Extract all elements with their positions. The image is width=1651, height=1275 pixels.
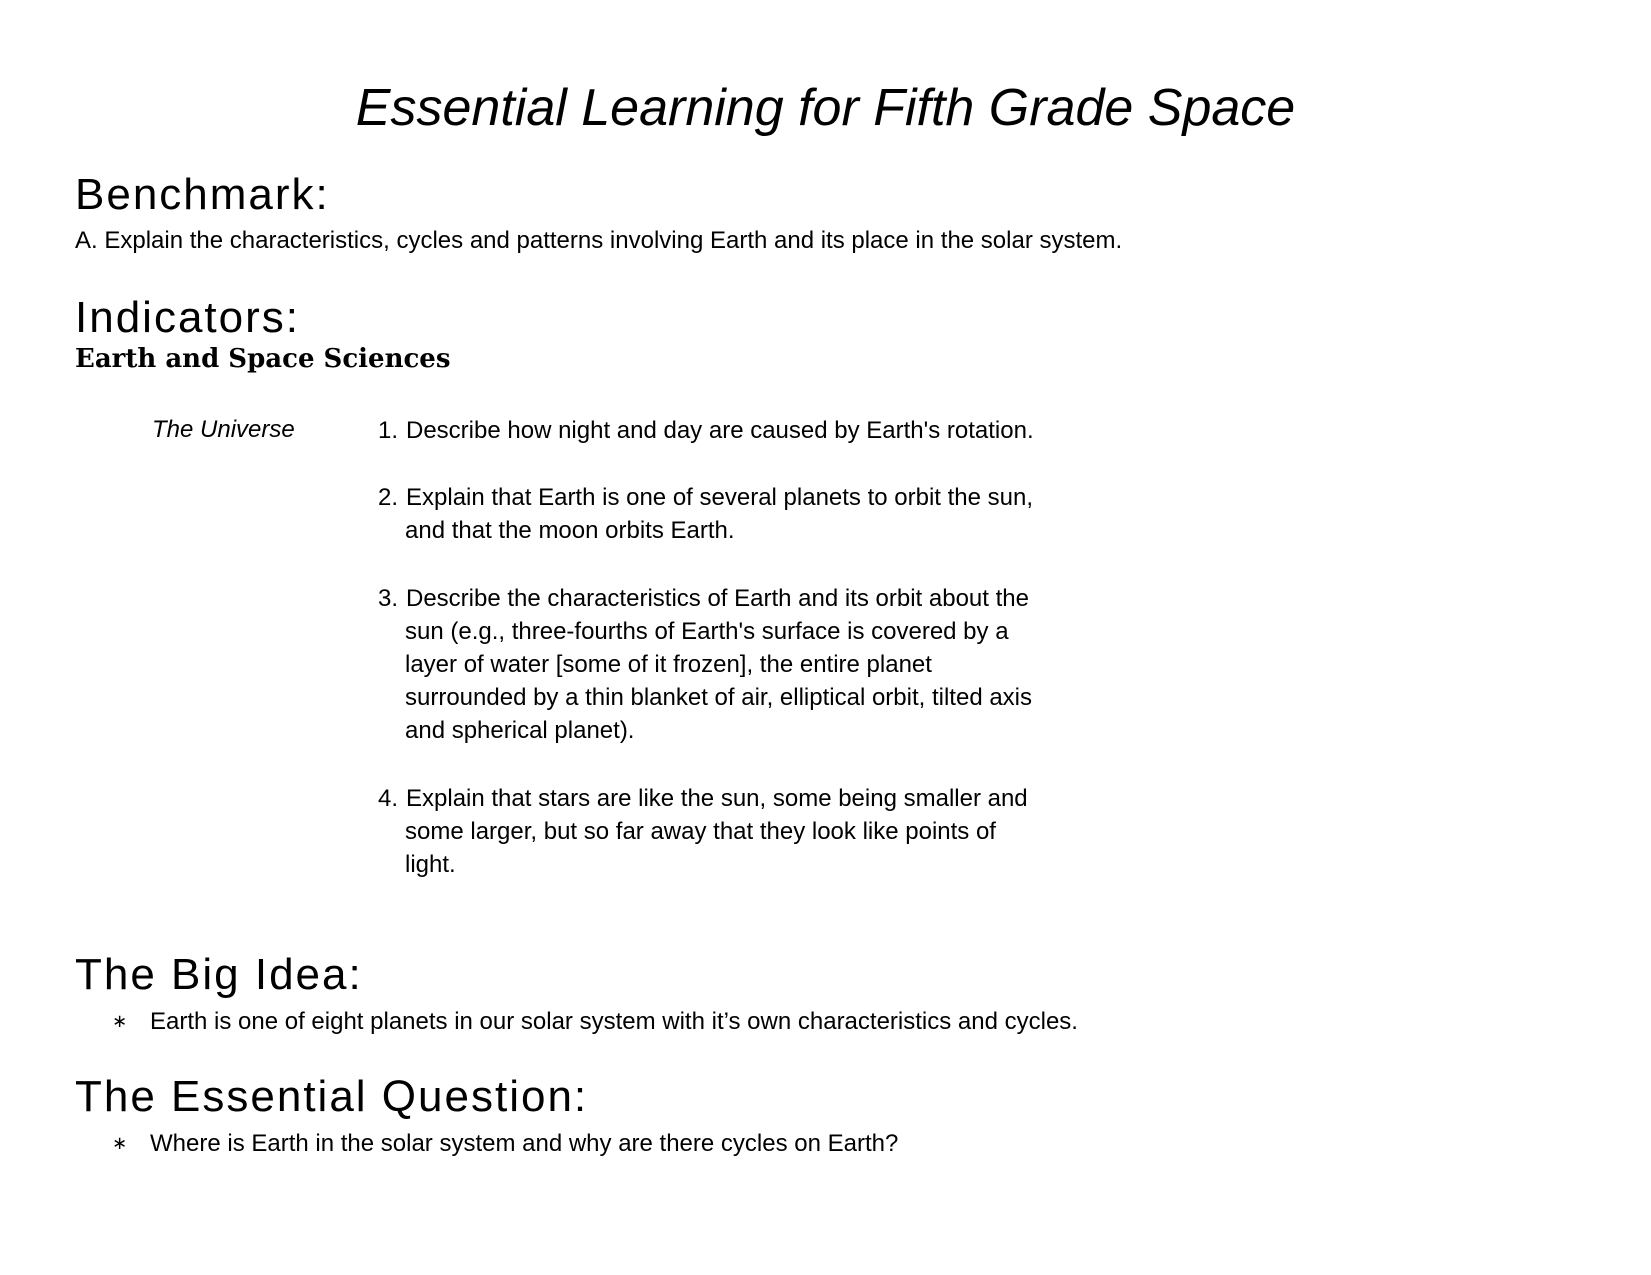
big-idea-bullet <box>112 1005 1078 1038</box>
indicator-line: and spherical planet). <box>405 717 635 744</box>
essential-question-heading: The Essential Question: <box>75 1072 589 1121</box>
indicator-number: 4. <box>378 785 399 812</box>
big-idea-text: Earth is one of eight planets in our solar system with it’s own characteristics and cycles. <box>150 1008 1078 1035</box>
indicator-line: sun (e.g., three-fourths of Earth's surface is covered by a <box>405 618 1009 645</box>
indicator-item-3 <box>378 582 1032 747</box>
indicator-line: Explain that stars are like the sun, some being smaller and <box>406 785 1028 812</box>
indicator-line: Describe how night and day are caused by Earth's rotation. <box>406 417 1034 444</box>
essential-question-bullet <box>112 1127 898 1160</box>
indicator-number: 3. <box>378 585 399 612</box>
essential-question-text: Where is Earth in the solar system and why are there cycles on Earth? <box>150 1130 899 1157</box>
indicator-line: Explain that Earth is one of several planets to orbit the sun, <box>406 484 1034 511</box>
indicator-line: layer of water [some of it frozen], the entire planet <box>405 651 932 678</box>
benchmark-heading: Benchmark: <box>75 170 330 219</box>
big-idea-heading: The Big Idea: <box>75 950 363 999</box>
indicator-item-2 <box>378 481 1033 547</box>
indicator-line: and that the moon orbits Earth. <box>405 517 735 544</box>
page-title: Essential Learning for Fifth Grade Space <box>355 79 1296 137</box>
asterisk-bullet-icon: ∗ <box>112 1011 128 1031</box>
indicator-item-1 <box>378 414 1034 447</box>
topic-label: The Universe <box>152 416 295 443</box>
indicator-item-4 <box>378 782 1028 881</box>
indicator-number: 1. <box>378 417 399 444</box>
indicator-number: 2. <box>378 484 399 511</box>
asterisk-bullet-icon: ∗ <box>112 1133 128 1153</box>
indicators-heading: Indicators: <box>75 293 300 342</box>
indicator-line: some larger, but so far away that they look like points of <box>405 818 996 845</box>
indicators-subheading: Earth and Space Sciences <box>75 344 451 374</box>
indicator-line: Describe the characteristics of Earth and its orbit about the <box>406 585 1029 612</box>
indicator-line: light. <box>405 851 456 878</box>
indicator-line: surrounded by a thin blanket of air, elliptical orbit, tilted axis <box>405 684 1033 711</box>
benchmark-text: A. Explain the characteristics, cycles and patterns involving Earth and its place in the solar system. <box>75 227 1123 254</box>
